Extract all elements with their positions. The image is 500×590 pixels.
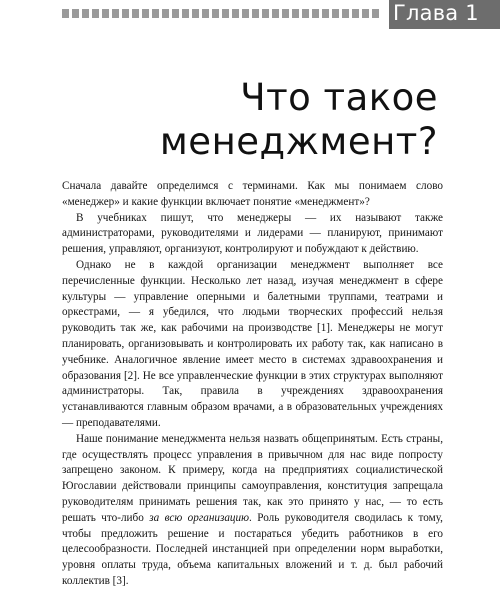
chapter-title <box>160 76 438 164</box>
chapter-title-line-2: менеджмент? <box>159 120 438 163</box>
paragraph-2: В учебниках пишут, что менеджеры — их называют также администраторами, руководителями и лидерами — планируют, принимают решения, управляют, организуют, контролируют и побуждают к действию. <box>62 211 443 256</box>
chapter-label: Глава 1 <box>393 1 479 25</box>
chapter-title-line-1: Что такое <box>240 76 438 119</box>
paragraph-4-end: . Роль руководителя сводилась к тому, чтобы предложить решение и постараться убедить работников в его целесообразности. Последней инстанцией при определении норм выработки, уровня оплаты труда, объема капитальных вложений и т. д. был рабочий коллектив [3]. <box>62 511 443 587</box>
paragraph-4-start: Наше понимание менеджмента нельзя назвать общепринятым. Есть страны, где осуществлять процесс управления в привычном для нас виде попросту запрещено законом. К примеру, когда на предприятиях социалистической Югославии действовали принципы самоуправления, конституция запрещала руководителям принимать решения так, как это принято у нас, — то есть решать что-либо <box>62 432 443 524</box>
header-square-pattern <box>62 9 382 18</box>
paragraph-4 <box>62 432 443 590</box>
body-text <box>62 179 443 590</box>
paragraph-3: Однако не в каждой организации менеджмент выполняет все перечисленные функции. Несколько лет назад, изучая менеджмент в сфере культуры — управление оперными и балетными труппами, театрами и оркестрами, — я убедился, что людьми творческих профессий нельзя руководить так же, как рабочими на производстве [1]. Менеджеры не могут планировать, организовывать и контролировать их работу так, как написано в учебнике. Аналогичное явление имеет место в системах здравоохранения и образования [2]. Не все управленческие функции в этих структурах выполняют администраторы. Так, правила в учреждениях здравоохранения устанавливаются главным образом врачами, а в образовательных учреждениях — преподавателями. <box>62 258 443 429</box>
paragraph-4-emphasis: за всю организацию <box>149 511 250 524</box>
paragraph-1: Сначала давайте определимся с терминами. Как мы понимаем слово «менеджер» и какие функции включает понятие «менеджмент»? <box>62 180 443 208</box>
